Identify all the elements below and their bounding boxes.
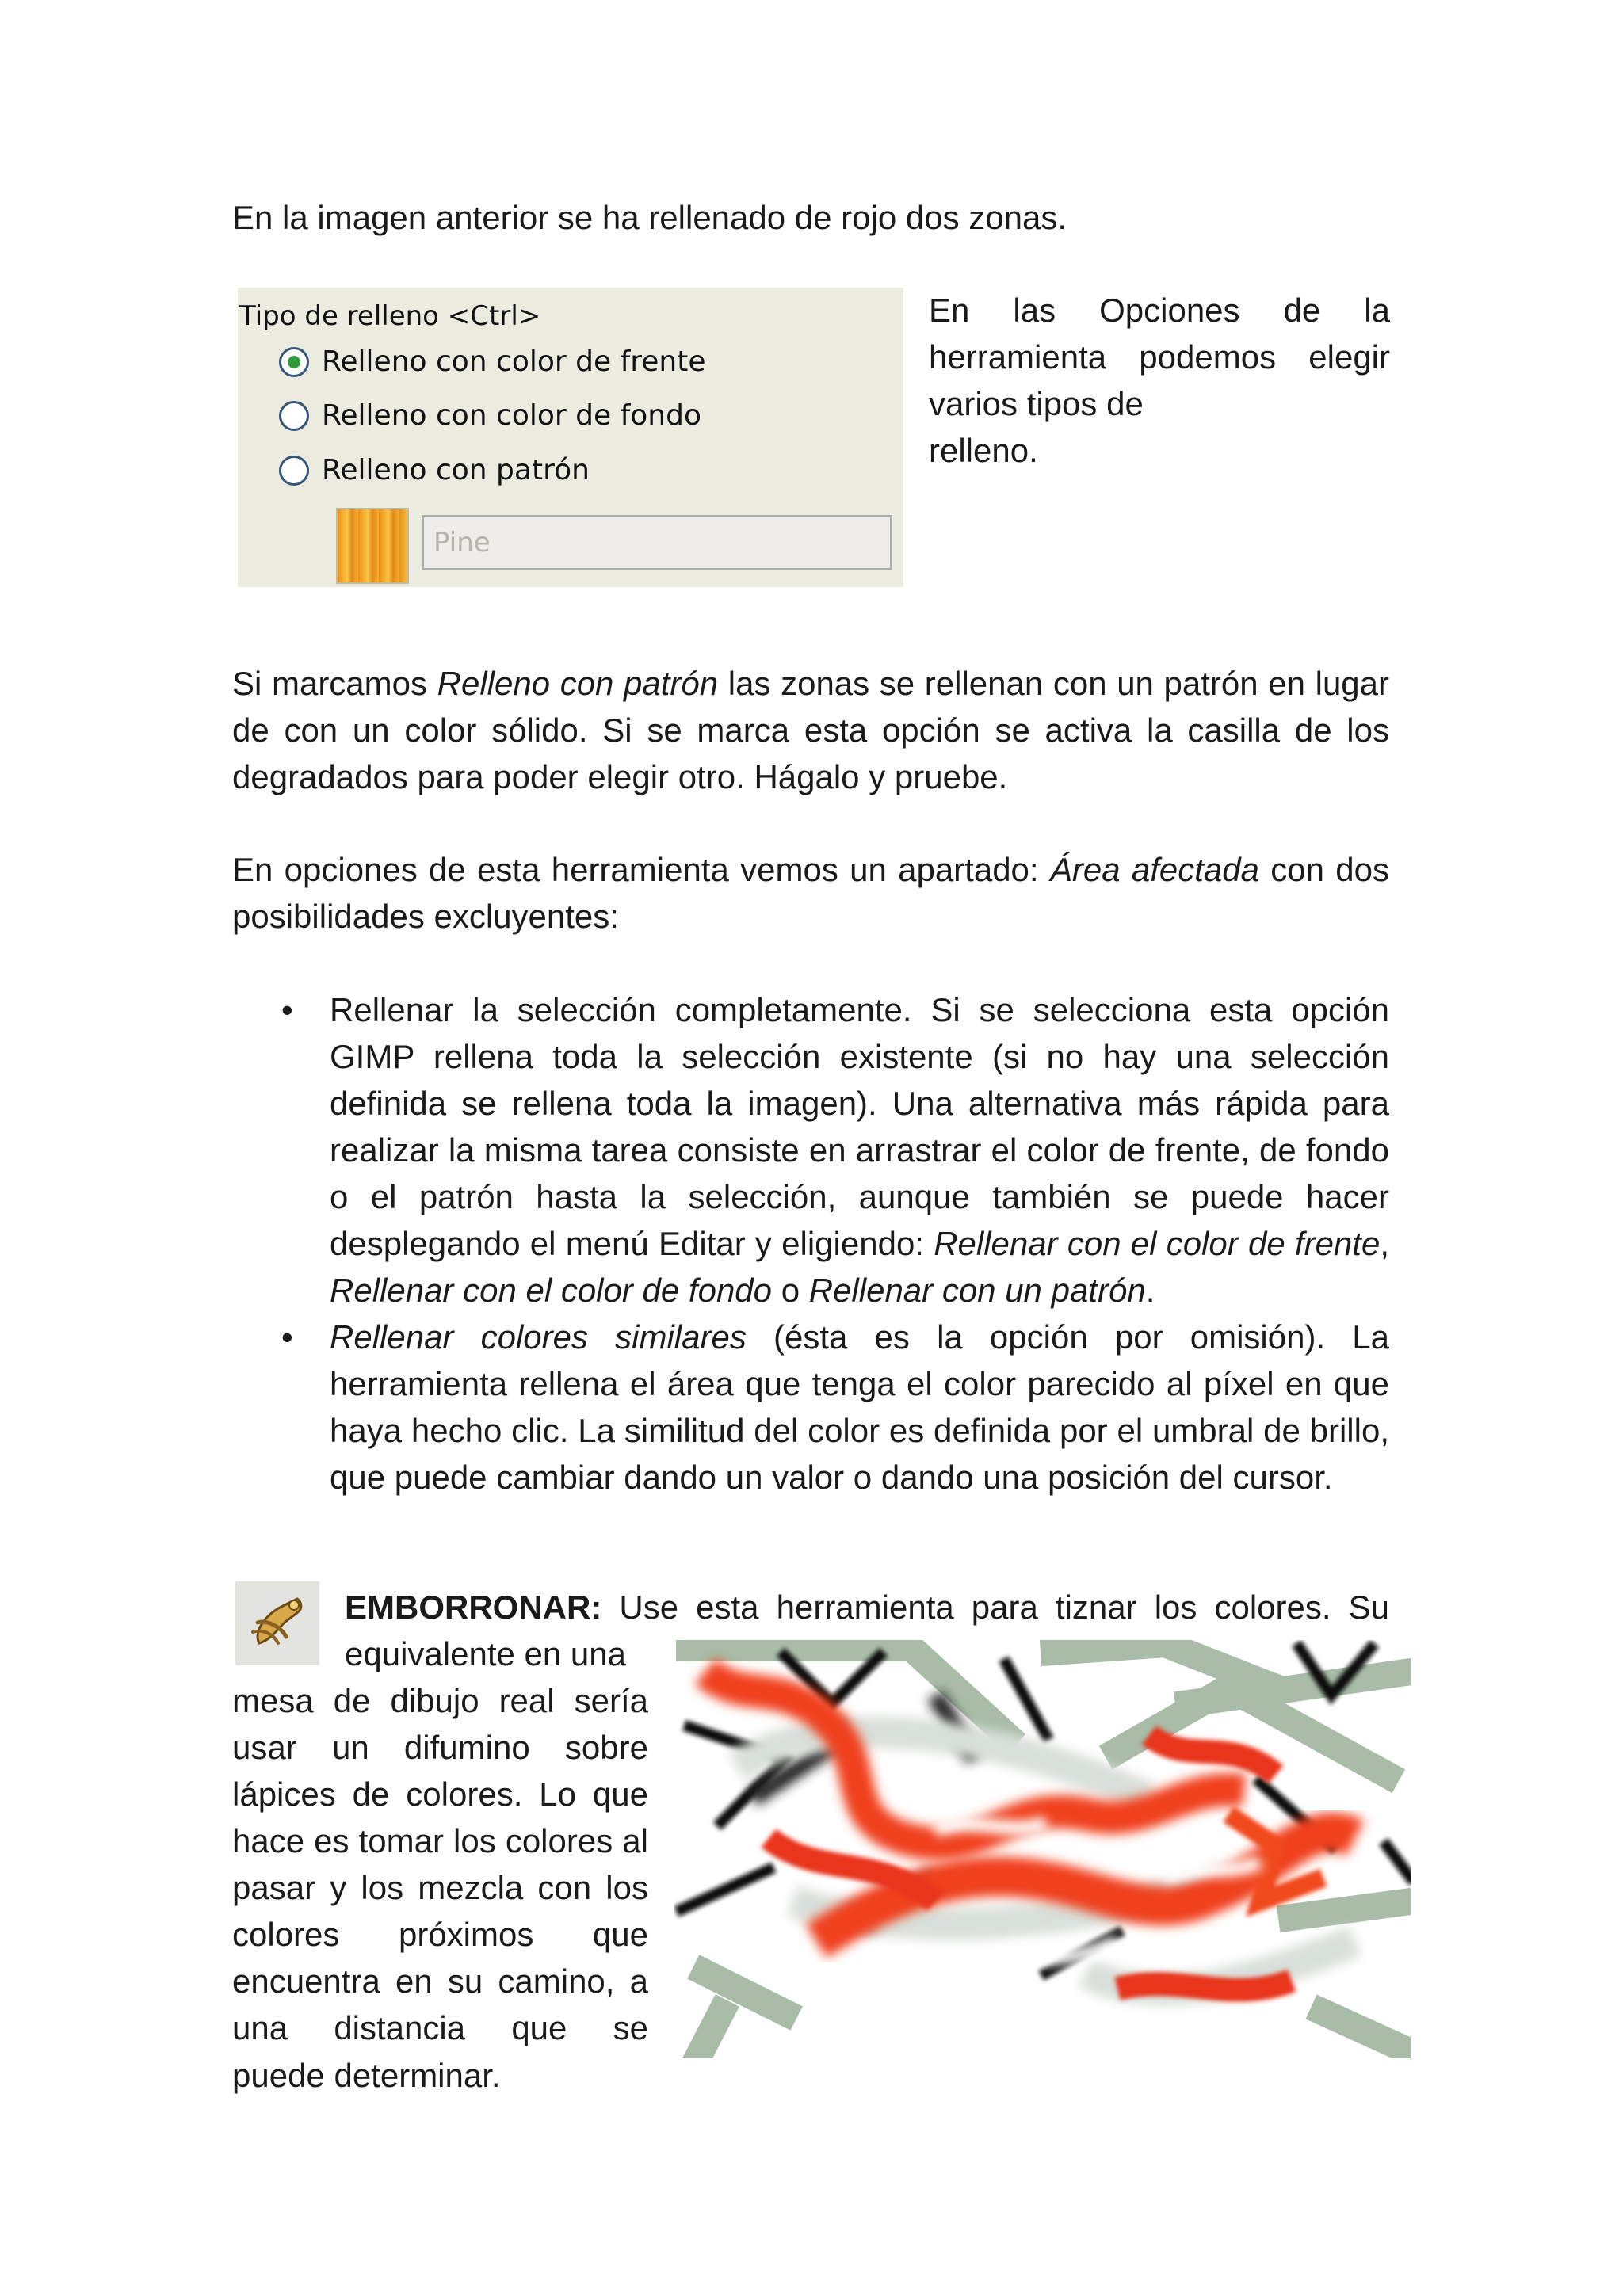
bullet-option: Rellenar con un patrón bbox=[808, 1272, 1146, 1309]
smudge-title: EMBORRONAR: bbox=[345, 1589, 602, 1626]
bullet-text: (ésta es la opción por omisión). La herramienta rellena el área que tenga el color parecido al píxel en que haya hecho clic. La similitud del color es definida por el umbral de brillo, que puede cambiar dando un valor o dando una posición del cursor. bbox=[330, 1318, 1389, 1496]
radio-label: Relleno con color de frente bbox=[322, 345, 706, 378]
panel-side-text bbox=[929, 287, 1390, 474]
fill-type-title: Tipo de relleno <Ctrl> bbox=[239, 300, 541, 332]
area-paragraph-lead: En opciones de esta herramienta vemos un apartado: bbox=[232, 851, 1050, 888]
radio-label: Relleno con color de fondo bbox=[322, 399, 701, 432]
intro-paragraph: En la imagen anterior se ha rellenado de rojo dos zonas. bbox=[232, 199, 1067, 236]
bullet-option: Rellenar con el color de fondo bbox=[330, 1272, 773, 1309]
radio-label: Relleno con patrón bbox=[322, 454, 590, 486]
fill-type-panel bbox=[238, 288, 903, 587]
side-text-line: En las Opciones de la bbox=[929, 292, 1390, 329]
pattern-paragraph bbox=[232, 660, 1389, 800]
radio-fill-pattern[interactable] bbox=[279, 454, 590, 486]
smudge-example-image bbox=[674, 1640, 1411, 2058]
bullet-separator: , bbox=[1380, 1225, 1389, 1262]
pattern-swatch[interactable] bbox=[336, 508, 409, 584]
side-text-line: varios tipos de bbox=[929, 385, 1144, 422]
pattern-paragraph-lead: Si marcamos bbox=[232, 665, 437, 702]
bullet-option: Rellenar con el color de frente bbox=[934, 1225, 1381, 1262]
bullet-marker: • bbox=[281, 991, 293, 1028]
area-paragraph-emphasis: Área afectada bbox=[1049, 851, 1260, 888]
radio-unselected-icon bbox=[279, 401, 309, 431]
radio-fill-foreground[interactable] bbox=[279, 345, 706, 378]
bullet-emphasis: Rellenar colores similares bbox=[330, 1318, 747, 1356]
smudge-tool-icon bbox=[235, 1581, 319, 1665]
bullet-separator: o bbox=[772, 1272, 809, 1309]
pattern-paragraph-emphasis: Relleno con patrón bbox=[437, 665, 719, 702]
side-text-line: herramienta podemos elegir bbox=[929, 338, 1390, 376]
pattern-paragraph-rest: las zonas se rellenan con un patrón en lugar de con un color sólido. Si se marca esta opción se activa la casilla de los degradados para poder elegir otro. Hágalo y pruebe. bbox=[232, 665, 1389, 795]
bullet-end: . bbox=[1145, 1272, 1155, 1309]
radio-unselected-icon bbox=[279, 456, 309, 486]
radio-fill-background[interactable] bbox=[279, 399, 701, 432]
area-paragraph bbox=[232, 846, 1389, 940]
radio-selected-icon bbox=[279, 347, 309, 377]
bullet-marker: • bbox=[281, 1318, 293, 1356]
bullet-item-fill-selection bbox=[330, 986, 1389, 1314]
bullet-item-similar-colors bbox=[330, 1314, 1389, 1501]
smudge-line: Use esta herramienta para tiznar los colores. Su bbox=[601, 1589, 1389, 1626]
smudge-last-line: puede determinar. bbox=[232, 2057, 501, 2094]
smudge-heading-line bbox=[345, 1584, 1389, 1630]
bullet-text: Rellenar la selección completamente. Si se selecciona esta opción GIMP rellena toda la selección existente (si no hay una selección definida se rellena toda la imagen). Una alternativa más rápida para realizar la misma tarea consiste en arrastrar el color de frente, de fondo o el patrón hasta la selección, aunque también se puede hacer desplegando el menú Editar y eligiendo: bbox=[330, 991, 1389, 1262]
smudge-body: mesa de dibujo real sería usar un difumino sobre lápices de colores. Lo que hace es tomar los colores al pasar y los mezcla con los colores próximos que encuentra en su camino, a una distancia que se bbox=[232, 1682, 648, 2046]
side-text-line: relleno. bbox=[929, 432, 1038, 469]
smudge-line-2: equivalente en una bbox=[345, 1635, 626, 1672]
area-paragraph-rest: con dos posibilidades excluyentes: bbox=[232, 851, 1390, 935]
pattern-name-field[interactable]: Pine bbox=[422, 515, 892, 570]
